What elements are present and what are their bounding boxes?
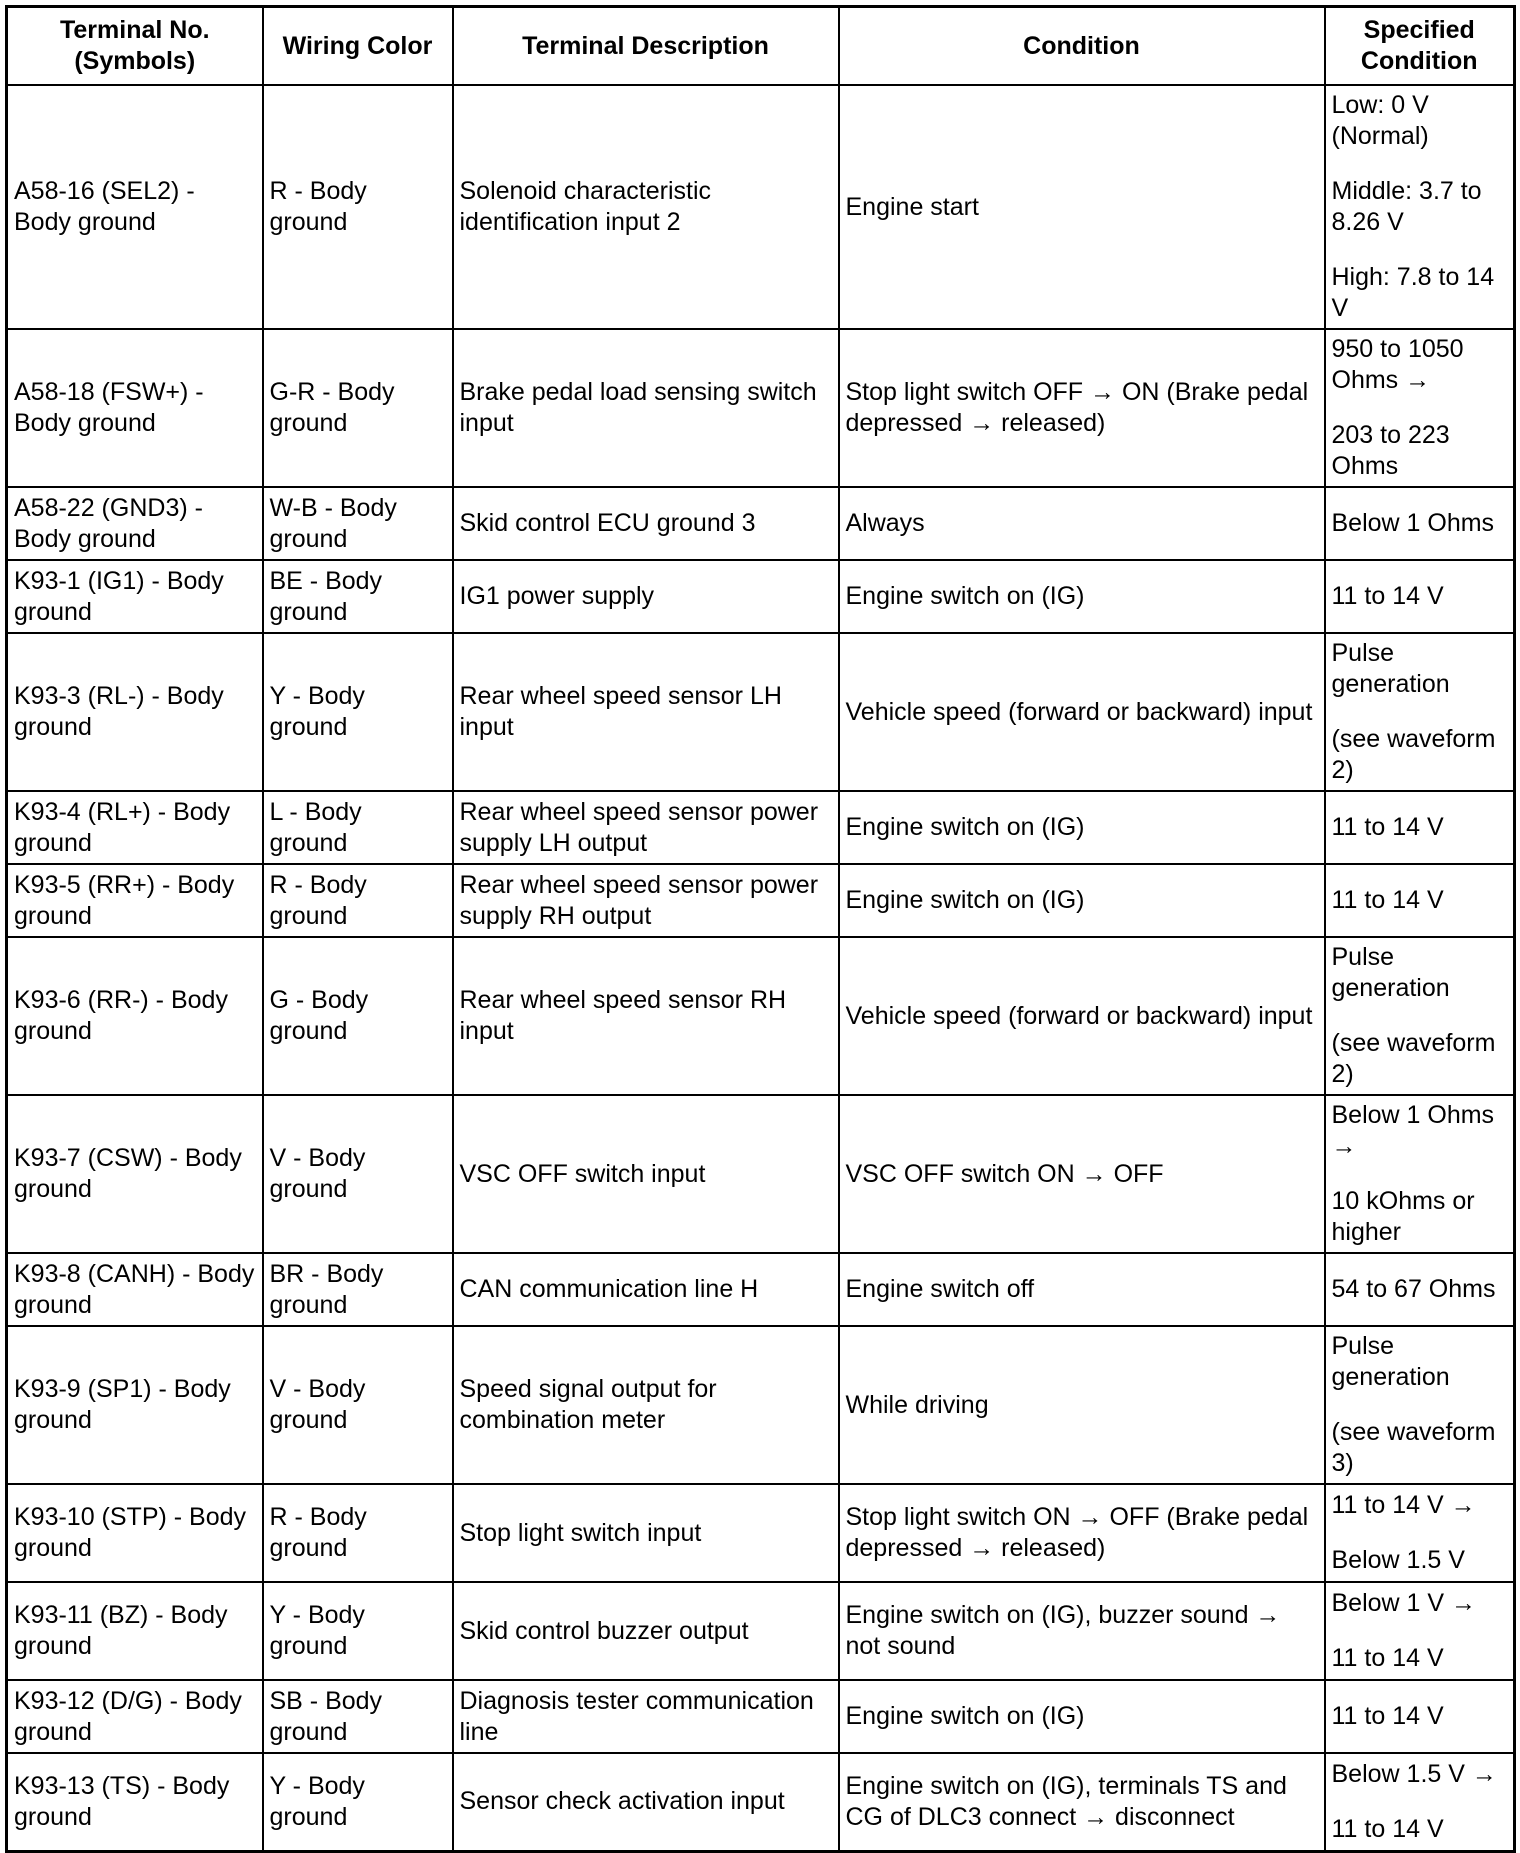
specified-condition-value: Pulse generation — [1331, 943, 1450, 1002]
wiring-color-cell: SB - Body ground — [263, 1680, 453, 1753]
terminal-cell: K93-8 (CANH) - Body ground — [7, 1253, 263, 1326]
table-row — [7, 1326, 1515, 1484]
specified-condition-value: 11 to 14 V — [1331, 1702, 1444, 1730]
specified-condition-value: Below 1 Ohms — [1331, 509, 1495, 537]
terminal-cell: K93-10 (STP) - Body ground — [7, 1484, 263, 1582]
wiring-color-cell: R - Body ground — [263, 85, 453, 329]
condition-cell: Engine switch on (IG), buzzer sound → not sound — [839, 1582, 1325, 1680]
specified-condition-value: 11 to 14 V — [1331, 813, 1444, 841]
specified-condition-cell — [1325, 791, 1515, 864]
specified-condition-value: Middle: 3.7 to 8.26 V — [1331, 177, 1482, 236]
terminal-cell: K93-6 (RR-) - Body ground — [7, 937, 263, 1095]
terminal-cell: K93-12 (D/G) - Body ground — [7, 1680, 263, 1753]
specified-condition-value: 11 to 14 V — [1331, 886, 1444, 914]
condition-cell: Stop light switch OFF → ON (Brake pedal depressed → released) — [839, 329, 1325, 487]
specified-condition-value: Below 1.5 V — [1331, 1546, 1465, 1574]
terminal-cell: K93-7 (CSW) - Body ground — [7, 1095, 263, 1253]
terminal-cell: K93-13 (TS) - Body ground — [7, 1753, 263, 1851]
specified-condition-value: Pulse generation — [1331, 639, 1450, 698]
specified-condition-cell — [1325, 633, 1515, 791]
condition-cell: VSC OFF switch ON → OFF — [839, 1095, 1325, 1253]
terminal-cell: K93-4 (RL+) - Body ground — [7, 791, 263, 864]
description-cell: Speed signal output for combination meter — [453, 1326, 839, 1484]
wiring-color-cell: Y - Body ground — [263, 633, 453, 791]
wiring-color-cell: R - Body ground — [263, 864, 453, 937]
table-row — [7, 487, 1515, 560]
description-cell: Skid control ECU ground 3 — [453, 487, 839, 560]
specified-condition-cell — [1325, 1753, 1515, 1851]
wiring-color-cell: L - Body ground — [263, 791, 453, 864]
condition-cell: Engine switch off — [839, 1253, 1325, 1326]
specified-condition-cell — [1325, 1253, 1515, 1326]
wiring-color-cell: Y - Body ground — [263, 1582, 453, 1680]
terminal-table-container — [5, 5, 1516, 1853]
terminal-cell: K93-9 (SP1) - Body ground — [7, 1326, 263, 1484]
header-terminal-description: Terminal Description — [453, 7, 839, 86]
table-body — [7, 85, 1515, 1851]
table-row — [7, 1680, 1515, 1753]
terminal-cell: K93-11 (BZ) - Body ground — [7, 1582, 263, 1680]
condition-cell: Stop light switch ON → OFF (Brake pedal depressed → released) — [839, 1484, 1325, 1582]
condition-cell: Engine start — [839, 85, 1325, 329]
terminal-table — [5, 5, 1516, 1853]
wiring-color-cell: G-R - Body ground — [263, 329, 453, 487]
wiring-color-cell: BE - Body ground — [263, 560, 453, 633]
specified-condition-cell — [1325, 1680, 1515, 1753]
header-wiring-color: Wiring Color — [263, 7, 453, 86]
table-row — [7, 329, 1515, 487]
description-cell: IG1 power supply — [453, 560, 839, 633]
table-row — [7, 1582, 1515, 1680]
description-cell: Skid control buzzer output — [453, 1582, 839, 1680]
condition-cell: Always — [839, 487, 1325, 560]
header-condition: Condition — [839, 7, 1325, 86]
specified-condition-cell — [1325, 487, 1515, 560]
condition-cell: Engine switch on (IG) — [839, 791, 1325, 864]
description-cell: Sensor check activation input — [453, 1753, 839, 1851]
specified-condition-value: (see waveform 2) — [1331, 1029, 1496, 1088]
description-cell: CAN communication line H — [453, 1253, 839, 1326]
terminal-cell: K93-1 (IG1) - Body ground — [7, 560, 263, 633]
terminal-cell: A58-16 (SEL2) - Body ground — [7, 85, 263, 329]
specified-condition-value: Below 1 Ohms → — [1331, 1101, 1495, 1160]
wiring-color-cell: V - Body ground — [263, 1326, 453, 1484]
table-row — [7, 85, 1515, 329]
description-cell: Rear wheel speed sensor power supply LH output — [453, 791, 839, 864]
table-row — [7, 1484, 1515, 1582]
specified-condition-value: 950 to 1050 Ohms → — [1331, 335, 1464, 394]
specified-condition-value: 54 to 67 Ohms — [1331, 1275, 1496, 1303]
header-row — [7, 7, 1515, 86]
condition-cell: Engine switch on (IG) — [839, 864, 1325, 937]
specified-condition-value: 11 to 14 V — [1331, 1644, 1444, 1672]
wiring-color-cell: G - Body ground — [263, 937, 453, 1095]
specified-condition-value: 10 kOhms or higher — [1331, 1187, 1475, 1246]
specified-condition-value: 11 to 14 V → — [1331, 1491, 1476, 1519]
header-specified-condition: Specified Condition — [1325, 7, 1515, 86]
specified-condition-cell — [1325, 560, 1515, 633]
condition-cell: While driving — [839, 1326, 1325, 1484]
specified-condition-cell — [1325, 1484, 1515, 1582]
terminal-cell: A58-18 (FSW+) - Body ground — [7, 329, 263, 487]
specified-condition-cell — [1325, 329, 1515, 487]
condition-cell: Engine switch on (IG), terminals TS and CG of DLC3 connect → disconnect — [839, 1753, 1325, 1851]
specified-condition-cell — [1325, 1582, 1515, 1680]
specified-condition-cell — [1325, 85, 1515, 329]
table-row — [7, 791, 1515, 864]
table-row — [7, 1253, 1515, 1326]
table-row — [7, 1753, 1515, 1851]
specified-condition-value: Below 1 V → — [1331, 1589, 1477, 1617]
specified-condition-value: 203 to 223 Ohms — [1331, 421, 1450, 480]
table-row — [7, 1095, 1515, 1253]
terminal-cell: A58-22 (GND3) - Body ground — [7, 487, 263, 560]
specified-condition-value: High: 7.8 to 14 V — [1331, 263, 1495, 322]
specified-condition-value: Low: 0 V (Normal) — [1331, 91, 1429, 150]
description-cell: Stop light switch input — [453, 1484, 839, 1582]
description-cell: Rear wheel speed sensor LH input — [453, 633, 839, 791]
table-row — [7, 560, 1515, 633]
condition-cell: Engine switch on (IG) — [839, 560, 1325, 633]
description-cell: Diagnosis tester communication line — [453, 1680, 839, 1753]
specified-condition-cell — [1325, 864, 1515, 937]
condition-cell: Engine switch on (IG) — [839, 1680, 1325, 1753]
table-row — [7, 633, 1515, 791]
wiring-color-cell: W-B - Body ground — [263, 487, 453, 560]
specified-condition-value: Below 1.5 V → — [1331, 1759, 1497, 1788]
wiring-color-cell: V - Body ground — [263, 1095, 453, 1253]
condition-cell: Vehicle speed (forward or backward) input — [839, 633, 1325, 791]
table-row — [7, 937, 1515, 1095]
specified-condition-cell — [1325, 1095, 1515, 1253]
terminal-cell: K93-3 (RL-) - Body ground — [7, 633, 263, 791]
description-cell: Brake pedal load sensing switch input — [453, 329, 839, 487]
specified-condition-value: 11 to 14 V — [1331, 582, 1444, 610]
description-cell: Solenoid characteristic identification input 2 — [453, 85, 839, 329]
condition-cell: Vehicle speed (forward or backward) input — [839, 937, 1325, 1095]
specified-condition-cell — [1325, 1326, 1515, 1484]
specified-condition-value: 11 to 14 V — [1331, 1814, 1444, 1843]
specified-condition-value: (see waveform 2) — [1331, 725, 1496, 784]
specified-condition-cell — [1325, 937, 1515, 1095]
description-cell: Rear wheel speed sensor RH input — [453, 937, 839, 1095]
header-terminal: Terminal No. (Symbols) — [7, 7, 263, 86]
table-row — [7, 864, 1515, 937]
wiring-color-cell: Y - Body ground — [263, 1753, 453, 1851]
wiring-color-cell: R - Body ground — [263, 1484, 453, 1582]
specified-condition-value: (see waveform 3) — [1331, 1418, 1496, 1477]
terminal-cell: K93-5 (RR+) - Body ground — [7, 864, 263, 937]
description-cell: Rear wheel speed sensor power supply RH output — [453, 864, 839, 937]
description-cell: VSC OFF switch input — [453, 1095, 839, 1253]
specified-condition-value: Pulse generation — [1331, 1332, 1450, 1391]
wiring-color-cell: BR - Body ground — [263, 1253, 453, 1326]
